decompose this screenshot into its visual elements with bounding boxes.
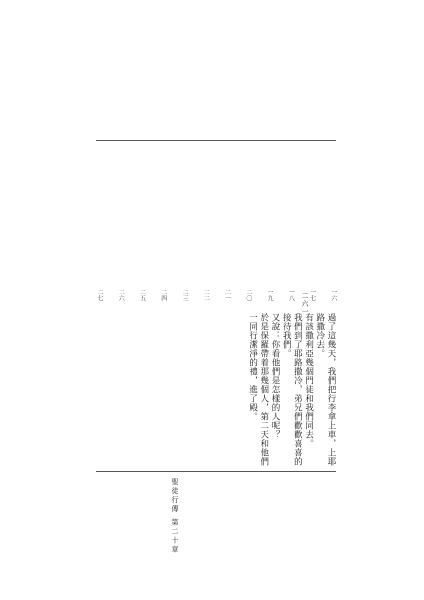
body-text: [96, 313, 336, 469]
text-column: 又說：你看他們是怎樣的人呢？: [269, 313, 280, 439]
running-head: [170, 478, 180, 554]
book-title: 聖徒行傳: [171, 478, 179, 514]
verse-number: 一八: [287, 289, 295, 301]
text-column: 於是保羅帶着那幾個人，第二天和他們一同行潔淨的禮，進了殿。: [247, 313, 269, 466]
verse-number: 一九: [266, 289, 274, 301]
text-column: 有該撒利亞幾個門徒和我們同去。: [303, 313, 314, 448]
verse-number: 二六: [117, 289, 125, 301]
verse-number: 二四: [159, 289, 167, 301]
page-number: 二六一: [301, 292, 309, 316]
verse-number: 二二: [202, 289, 210, 301]
verse-number: 二五: [138, 289, 146, 301]
verse-number: 一六: [329, 289, 337, 301]
text-column: 過了這幾天，我們把行李拿上車，上耶路撒冷去。: [314, 313, 336, 466]
chapter-label: 第二十章: [171, 518, 179, 555]
verse-number: 一七: [308, 289, 316, 301]
verse-number: 二一: [223, 289, 231, 301]
verse-number: 二七: [96, 289, 103, 301]
text-column: 我們到了耶路撒冷，弟兄們歡歡喜喜的接待我們。: [281, 313, 303, 466]
verse-number: 二〇: [244, 289, 252, 301]
verse-number: 二三: [181, 289, 189, 301]
